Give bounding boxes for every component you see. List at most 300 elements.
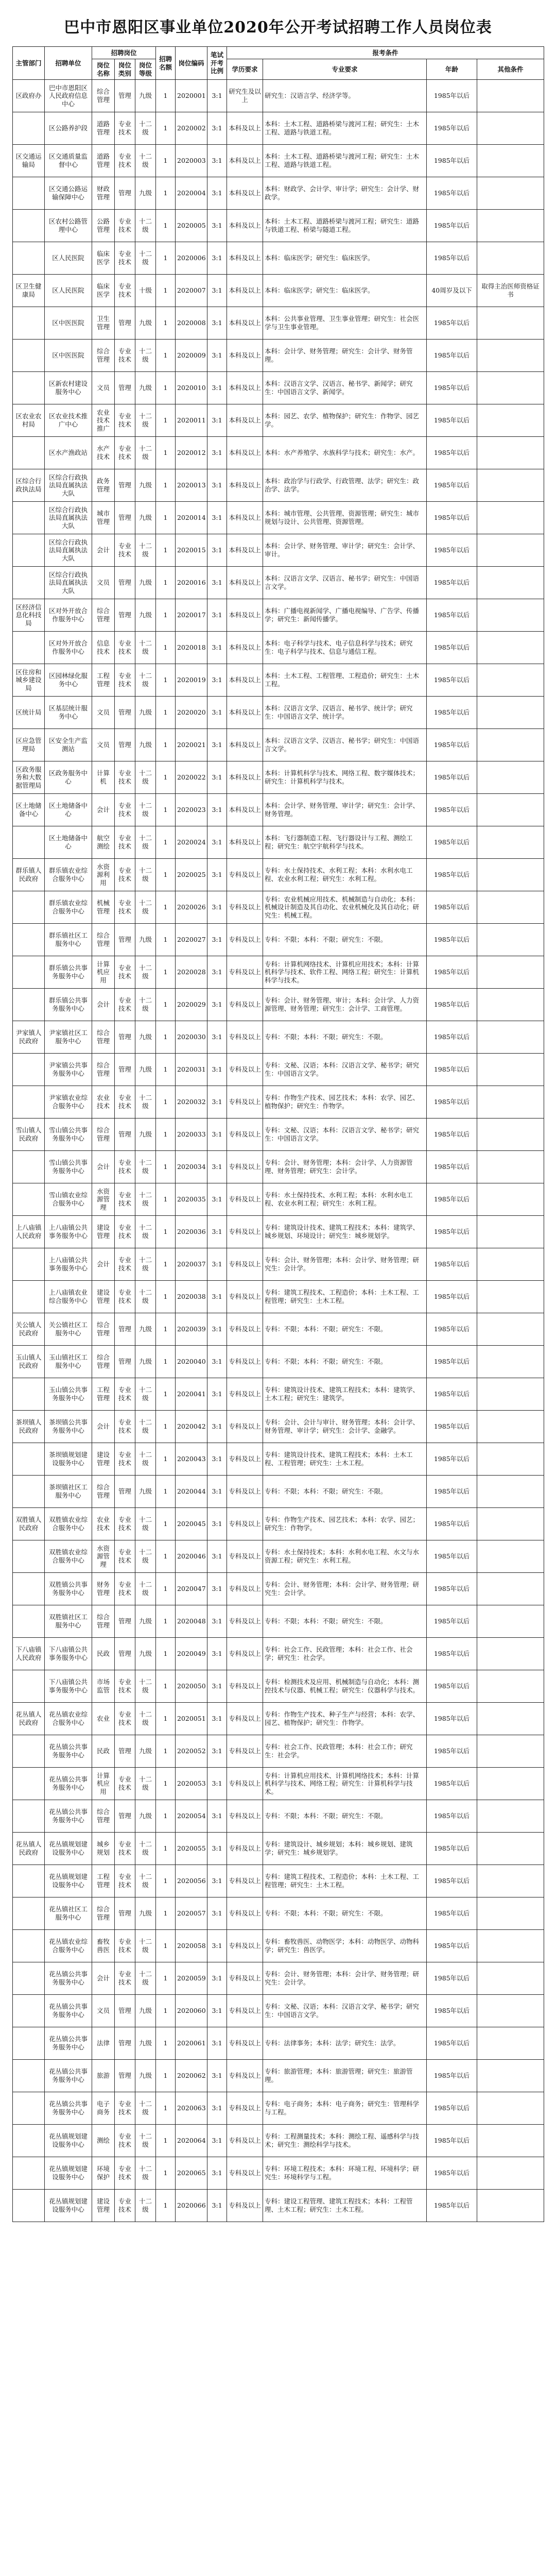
cell-code: 2020065: [176, 2157, 207, 2190]
cell-post-name: 法律: [92, 2027, 115, 2060]
cell-unit: 花丛镇规划建设服务中心: [45, 2157, 92, 2190]
cell-unit: 区公路养护段: [45, 112, 92, 145]
cell-count: 1: [156, 1703, 176, 1735]
cell-post-level: 十二级: [135, 145, 156, 177]
cell-edu: 本科及以上: [227, 404, 263, 437]
cell-count: 1: [156, 1118, 176, 1151]
cell-count: 1: [156, 437, 176, 469]
cell-ratio: 3:1: [207, 1281, 227, 1313]
cell-dept: [13, 2190, 45, 2222]
cell-edu: 专科及以上: [227, 1508, 263, 1540]
cell-unit: 花丛镇规划建设服务中心: [45, 2190, 92, 2222]
cell-post-name: 综合管理: [92, 1897, 115, 1930]
cell-code: 2020022: [176, 761, 207, 794]
cell-post-name: 工程管理: [92, 1378, 115, 1411]
cell-dept: [13, 210, 45, 242]
cell-unit: 花丛镇公共事务服务中心: [45, 1768, 92, 1800]
cell-post-type: 专业技术: [115, 1086, 135, 1118]
cell-age: 1985年以后: [427, 1378, 477, 1411]
cell-unit: 群乐镇农业综合服务中心: [45, 891, 92, 924]
cell-post-name: 城市管理: [92, 502, 115, 534]
cell-post-level: 九级: [135, 2027, 156, 2060]
cell-major: 专科：计算机应用技术、计算机网络技术；本科：计算机科学与技术、网络工程；研究生：计算机科学与技术。: [263, 1768, 427, 1800]
cell-code: 2020034: [176, 1151, 207, 1183]
cell-post-type: 管理: [115, 1118, 135, 1151]
cell-code: 2020017: [176, 599, 207, 632]
cell-other: [477, 794, 544, 826]
cell-code: 2020039: [176, 1313, 207, 1346]
cell-post-level: 九级: [135, 567, 156, 599]
header-age: 年龄: [427, 59, 477, 80]
cell-post-name: 工程管理: [92, 1865, 115, 1897]
cell-dept: 茶坝镇人民政府: [13, 1411, 45, 1443]
cell-other: [477, 502, 544, 534]
cell-dept: [13, 2092, 45, 2125]
cell-major: 专科：建筑设计技术、建筑工程技术；本科：建筑学、土木工程；研究生：建筑学。: [263, 1378, 427, 1411]
cell-major: 本科：临床医学；研究生：临床医学。: [263, 242, 427, 275]
cell-major: 本科：政治学与行政学、行政管理、法学；研究生：政治学、法学。: [263, 469, 427, 502]
cell-age: 1985年以后: [427, 1768, 477, 1800]
cell-ratio: 3:1: [207, 145, 227, 177]
table-row: [13, 1573, 544, 1605]
cell-edu: 专科及以上: [227, 2125, 263, 2157]
cell-post-type: 专业技术: [115, 826, 135, 859]
cell-edu: 专科及以上: [227, 1346, 263, 1378]
cell-edu: 专科及以上: [227, 1768, 263, 1800]
cell-count: 1: [156, 1897, 176, 1930]
table-row: [13, 112, 544, 145]
cell-other: [477, 372, 544, 404]
cell-post-level: 十二级: [135, 1378, 156, 1411]
cell-unit: 区交通质量监督中心: [45, 145, 92, 177]
cell-count: 1: [156, 632, 176, 664]
cell-post-type: 管理: [115, 1021, 135, 1054]
cell-other: [477, 761, 544, 794]
cell-post-level: 十二级: [135, 1508, 156, 1540]
cell-code: 2020033: [176, 1118, 207, 1151]
cell-unit: 区政务服务中心: [45, 761, 92, 794]
cell-unit: 区园林绿化服务中心: [45, 664, 92, 697]
cell-edu: 专科及以上: [227, 1735, 263, 1768]
cell-post-type: 专业技术: [115, 1833, 135, 1865]
cell-post-level: 九级: [135, 1800, 156, 1833]
cell-post-type: 专业技术: [115, 404, 135, 437]
cell-major: 专科：会计、财务管理；本科：会计学、人力资源管理、财务管理；研究生：会计学。: [263, 1151, 427, 1183]
cell-code: 2020027: [176, 924, 207, 956]
table-row: [13, 729, 544, 761]
table-row: [13, 2125, 544, 2157]
cell-count: 1: [156, 80, 176, 112]
cell-major: 专科：会计、会计与审计、财务管理；本科：会计学、财务管理、审计学；研究生：会计学、金融学。: [263, 1411, 427, 1443]
cell-edu: 本科及以上: [227, 177, 263, 210]
table-row: [13, 1508, 544, 1540]
cell-ratio: 3:1: [207, 891, 227, 924]
cell-code: 2020042: [176, 1411, 207, 1443]
cell-edu: 专科及以上: [227, 1216, 263, 1248]
cell-ratio: 3:1: [207, 80, 227, 112]
cell-other: [477, 1930, 544, 1962]
header-edu: 学历要求: [227, 59, 263, 80]
cell-post-level: 九级: [135, 307, 156, 340]
table-row: [13, 1021, 544, 1054]
cell-post-level: 十二级: [135, 2092, 156, 2125]
cell-age: 1985年以后: [427, 891, 477, 924]
cell-dept: 玉山镇人民政府: [13, 1346, 45, 1378]
cell-unit: 玉山镇公共事务服务中心: [45, 1378, 92, 1411]
cell-code: 2020044: [176, 1476, 207, 1508]
cell-other: [477, 2125, 544, 2157]
cell-ratio: 3:1: [207, 1540, 227, 1573]
cell-post-name: 水资源管理: [92, 1540, 115, 1573]
cell-post-level: 九级: [135, 1638, 156, 1670]
cell-count: 1: [156, 826, 176, 859]
cell-age: 1985年以后: [427, 1281, 477, 1313]
cell-count: 1: [156, 307, 176, 340]
cell-edu: 专科及以上: [227, 1800, 263, 1833]
cell-unit: 花丛镇农业综合服务中心: [45, 1930, 92, 1962]
cell-age: 1985年以后: [427, 1638, 477, 1670]
cell-post-type: 管理: [115, 1605, 135, 1638]
cell-edu: 专科及以上: [227, 1443, 263, 1476]
table-row: [13, 1670, 544, 1703]
table-row: [13, 761, 544, 794]
cell-unit: 上八庙镇农业综合服务中心: [45, 1281, 92, 1313]
cell-ratio: 3:1: [207, 534, 227, 567]
cell-count: 1: [156, 956, 176, 989]
cell-major: 专科：不限；本科：不限；研究生：不限。: [263, 1897, 427, 1930]
cell-post-level: 十二级: [135, 891, 156, 924]
cell-ratio: 3:1: [207, 826, 227, 859]
cell-count: 1: [156, 664, 176, 697]
cell-major: 专科：作物生产技术、园艺技术；本科：农学、园艺、植物保护；研究生：作物学。: [263, 1086, 427, 1118]
cell-post-type: 专业技术: [115, 859, 135, 891]
cell-major: 专科：畜牧兽医、动物医学；本科：动物医学、动物科学；研究生：兽医学。: [263, 1930, 427, 1962]
cell-count: 1: [156, 1605, 176, 1638]
cell-other: [477, 697, 544, 729]
table-row: [13, 632, 544, 664]
cell-post-name: 综合管理: [92, 1054, 115, 1086]
cell-other: [477, 1216, 544, 1248]
cell-dept: [13, 1573, 45, 1605]
cell-unit: 区基层统计服务中心: [45, 697, 92, 729]
cell-unit: 双胜镇农业综合服务中心: [45, 1508, 92, 1540]
cell-edu: 本科及以上: [227, 826, 263, 859]
cell-major: 本科：水产养殖学、水族科学与技术；研究生：水产。: [263, 437, 427, 469]
cell-dept: [13, 112, 45, 145]
cell-dept: 上八庙镇人民政府: [13, 1216, 45, 1248]
cell-edu: 专科及以上: [227, 1930, 263, 1962]
cell-ratio: 3:1: [207, 1670, 227, 1703]
cell-other: [477, 1735, 544, 1768]
cell-edu: 专科及以上: [227, 1313, 263, 1346]
cell-major: 本科：汉语言文学、汉语言、秘书学、统计学；研究生：中国语言文学、统计学。: [263, 697, 427, 729]
cell-post-level: 十二级: [135, 1703, 156, 1735]
cell-code: 2020055: [176, 1833, 207, 1865]
cell-edu: 专科及以上: [227, 1086, 263, 1118]
cell-dept: [13, 1768, 45, 1800]
cell-ratio: 3:1: [207, 1833, 227, 1865]
table-row: [13, 242, 544, 275]
table-row: [13, 1800, 544, 1833]
table-row: [13, 1540, 544, 1573]
cell-post-type: 管理: [115, 2027, 135, 2060]
cell-dept: 区交通运输局: [13, 145, 45, 177]
cell-code: 2020045: [176, 1508, 207, 1540]
cell-edu: 本科及以上: [227, 729, 263, 761]
cell-ratio: 3:1: [207, 1508, 227, 1540]
cell-post-name: 综合管理: [92, 924, 115, 956]
cell-edu: 专科及以上: [227, 1897, 263, 1930]
cell-age: 1985年以后: [427, 599, 477, 632]
table-row: [13, 404, 544, 437]
cell-edu: 本科及以上: [227, 664, 263, 697]
table-row: [13, 1378, 544, 1411]
cell-post-level: 九级: [135, 1605, 156, 1638]
cell-edu: 本科及以上: [227, 534, 263, 567]
table-row: [13, 1411, 544, 1443]
cell-dept: [13, 1930, 45, 1962]
cell-post-name: 临床医学: [92, 275, 115, 307]
cell-post-level: 十二级: [135, 1670, 156, 1703]
cell-ratio: 3:1: [207, 956, 227, 989]
cell-ratio: 3:1: [207, 859, 227, 891]
cell-ratio: 3:1: [207, 567, 227, 599]
cell-age: 1985年以后: [427, 2060, 477, 2092]
cell-ratio: 3:1: [207, 1995, 227, 2027]
cell-count: 1: [156, 2125, 176, 2157]
cell-age: 1985年以后: [427, 761, 477, 794]
cell-post-level: 十二级: [135, 534, 156, 567]
cell-ratio: 3:1: [207, 761, 227, 794]
cell-code: 2020004: [176, 177, 207, 210]
cell-count: 1: [156, 1540, 176, 1573]
cell-age: 1985年以后: [427, 1054, 477, 1086]
cell-other: [477, 1346, 544, 1378]
cell-unit: 群乐镇公共事务服务中心: [45, 989, 92, 1021]
cell-code: 2020007: [176, 275, 207, 307]
cell-count: 1: [156, 275, 176, 307]
table-header: [13, 47, 544, 80]
cell-post-type: 专业技术: [115, 1670, 135, 1703]
cell-age: 1985年以后: [427, 307, 477, 340]
cell-dept: [13, 1605, 45, 1638]
cell-ratio: 3:1: [207, 1476, 227, 1508]
cell-unit: 花丛镇公共事务服务中心: [45, 1735, 92, 1768]
table-row: [13, 145, 544, 177]
cell-edu: 本科及以上: [227, 210, 263, 242]
cell-code: 2020036: [176, 1216, 207, 1248]
cell-edu: 本科及以上: [227, 307, 263, 340]
cell-code: 2020011: [176, 404, 207, 437]
table-row: [13, 275, 544, 307]
cell-edu: 专科及以上: [227, 1476, 263, 1508]
cell-post-type: 专业技术: [115, 340, 135, 372]
cell-post-name: 综合管理: [92, 1118, 115, 1151]
cell-dept: [13, 1183, 45, 1216]
cell-major: 本科：土木工程、道路桥梁与渡河工程；研究生：土木工程、道路与铁道工程。: [263, 112, 427, 145]
cell-post-level: 九级: [135, 80, 156, 112]
cell-major: 专科：建筑工程技术、工程造价；本科：土木工程、工程管理；研究生：土木工程。: [263, 1865, 427, 1897]
cell-post-name: 会计: [92, 1151, 115, 1183]
cell-count: 1: [156, 697, 176, 729]
cell-dept: [13, 437, 45, 469]
cell-dept: [13, 2157, 45, 2190]
cell-post-name: 民政: [92, 1735, 115, 1768]
cell-dept: [13, 177, 45, 210]
cell-code: 2020013: [176, 469, 207, 502]
cell-ratio: 3:1: [207, 1248, 227, 1281]
header-post-level: 岗位等级: [135, 59, 156, 80]
cell-age: 1985年以后: [427, 437, 477, 469]
cell-count: 1: [156, 210, 176, 242]
cell-unit: 区综合行政执法局直属执法大队: [45, 567, 92, 599]
cell-count: 1: [156, 469, 176, 502]
cell-major: 本科：公共事业管理、卫生事业管理；研究生：社会医学与卫生事业管理。: [263, 307, 427, 340]
cell-post-type: 管理: [115, 1897, 135, 1930]
cell-unit: 区对外开放合作服务中心: [45, 632, 92, 664]
cell-age: 1985年以后: [427, 112, 477, 145]
cell-edu: 专科及以上: [227, 1281, 263, 1313]
cell-post-name: 农业技术: [92, 1086, 115, 1118]
cell-ratio: 3:1: [207, 1021, 227, 1054]
cell-post-name: 电子商务: [92, 2092, 115, 2125]
table-row: [13, 2092, 544, 2125]
cell-age: 1985年以后: [427, 1443, 477, 1476]
cell-unit: 尹家镇社区工服务中心: [45, 1021, 92, 1054]
cell-code: 2020035: [176, 1183, 207, 1216]
cell-unit: 区中医医院: [45, 340, 92, 372]
cell-age: 1985年以后: [427, 177, 477, 210]
cell-ratio: 3:1: [207, 2060, 227, 2092]
cell-unit: 茶坝镇规划建设服务中心: [45, 1443, 92, 1476]
table-row: [13, 859, 544, 891]
cell-code: 2020008: [176, 307, 207, 340]
cell-post-type: 管理: [115, 697, 135, 729]
cell-post-level: 十二级: [135, 210, 156, 242]
table-row: [13, 1281, 544, 1313]
cell-major: 专科：不限；本科：不限；研究生：不限。: [263, 1800, 427, 1833]
header-code: 岗位编码: [176, 47, 207, 80]
cell-code: 2020050: [176, 1670, 207, 1703]
table-row: [13, 1313, 544, 1346]
cell-age: 1985年以后: [427, 1897, 477, 1930]
cell-other: [477, 632, 544, 664]
table-row: [13, 210, 544, 242]
cell-ratio: 3:1: [207, 1086, 227, 1118]
cell-major: 本科：广播电视新闻学、广播电视编导、广告学、传播学；研究生：新闻传播学。: [263, 599, 427, 632]
cell-major: 专科：不限；本科：不限；研究生：不限。: [263, 1605, 427, 1638]
cell-post-level: 十二级: [135, 112, 156, 145]
cell-dept: [13, 1151, 45, 1183]
cell-count: 1: [156, 502, 176, 534]
cell-unit: 下八庙镇公共事务服务中心: [45, 1638, 92, 1670]
header-unit: 招聘单位: [45, 47, 92, 80]
cell-post-name: 农业技术: [92, 1508, 115, 1540]
cell-ratio: 3:1: [207, 2027, 227, 2060]
cell-post-level: 十二级: [135, 1540, 156, 1573]
cell-age: 1985年以后: [427, 632, 477, 664]
cell-major: 专科：会计、财务管理；本科：会计学、财务管理；研究生：会计学。: [263, 1248, 427, 1281]
cell-dept: 区住房和城乡建设局: [13, 664, 45, 697]
cell-unit: 双胜镇社区工服务中心: [45, 1605, 92, 1638]
cell-code: 2020052: [176, 1735, 207, 1768]
cell-post-type: 专业技术: [115, 2092, 135, 2125]
cell-count: 1: [156, 1086, 176, 1118]
cell-post-level: 九级: [135, 177, 156, 210]
cell-post-type: 专业技术: [115, 1703, 135, 1735]
cell-age: 40周岁及以下: [427, 275, 477, 307]
table-row: [13, 1476, 544, 1508]
cell-post-level: 九级: [135, 1735, 156, 1768]
cell-post-level: 九级: [135, 697, 156, 729]
cell-count: 1: [156, 1573, 176, 1605]
cell-post-name: 旅游: [92, 2060, 115, 2092]
cell-age: 1985年以后: [427, 1833, 477, 1865]
cell-major: 专科：水土保持技术、水利工程；本科：水利水电工程、农业水利工程；研究生：水利工程。: [263, 1183, 427, 1216]
cell-post-type: 管理: [115, 1476, 135, 1508]
cell-count: 1: [156, 729, 176, 761]
table-row: [13, 1216, 544, 1248]
table-row: [13, 794, 544, 826]
header-post-type: 岗位类别: [115, 59, 135, 80]
cell-count: 1: [156, 2027, 176, 2060]
cell-age: 1985年以后: [427, 242, 477, 275]
cell-edu: 本科及以上: [227, 632, 263, 664]
cell-age: 1985年以后: [427, 1865, 477, 1897]
cell-post-name: 建设管理: [92, 1443, 115, 1476]
cell-post-name: 水资源管理: [92, 1183, 115, 1216]
table-row: [13, 534, 544, 567]
cell-edu: 专科及以上: [227, 859, 263, 891]
header-dept: 主管部门: [13, 47, 45, 80]
cell-post-type: 专业技术: [115, 989, 135, 1021]
cell-other: [477, 1313, 544, 1346]
cell-unit: 花丛镇规划建设服务中心: [45, 2125, 92, 2157]
cell-post-type: 专业技术: [115, 1962, 135, 1995]
cell-post-type: 管理: [115, 567, 135, 599]
cell-unit: 区土地储备中心: [45, 826, 92, 859]
cell-code: 2020060: [176, 1995, 207, 2027]
cell-post-name: 文员: [92, 567, 115, 599]
cell-unit: 上八庙镇公共事务服务中心: [45, 1248, 92, 1281]
cell-count: 1: [156, 1508, 176, 1540]
cell-major: 专科：不限；本科：不限；研究生：不限。: [263, 1476, 427, 1508]
cell-unit: 区中医医院: [45, 307, 92, 340]
cell-post-type: 管理: [115, 924, 135, 956]
cell-unit: 关公镇社区工服务中心: [45, 1313, 92, 1346]
cell-post-name: 畜牧兽医: [92, 1930, 115, 1962]
cell-unit: 区交通公路运输保障中心: [45, 177, 92, 210]
cell-code: 2020031: [176, 1054, 207, 1086]
cell-post-name: 水产技术: [92, 437, 115, 469]
cell-post-name: 综合管理: [92, 1021, 115, 1054]
cell-count: 1: [156, 145, 176, 177]
cell-ratio: 3:1: [207, 1865, 227, 1897]
table-row: [13, 1118, 544, 1151]
cell-post-level: 九级: [135, 729, 156, 761]
cell-dept: [13, 632, 45, 664]
table-row: [13, 1930, 544, 1962]
cell-post-type: 专业技术: [115, 1768, 135, 1800]
cell-post-name: 临床医学: [92, 242, 115, 275]
cell-dept: 群乐镇人民政府: [13, 859, 45, 891]
cell-edu: 专科及以上: [227, 1021, 263, 1054]
table-row: [13, 599, 544, 632]
cell-post-level: 十二级: [135, 404, 156, 437]
cell-post-name: 文员: [92, 1995, 115, 2027]
cell-major: 本科：园艺、农学、植物保护；研究生：作物学、园艺学。: [263, 404, 427, 437]
cell-post-type: 管理: [115, 1054, 135, 1086]
